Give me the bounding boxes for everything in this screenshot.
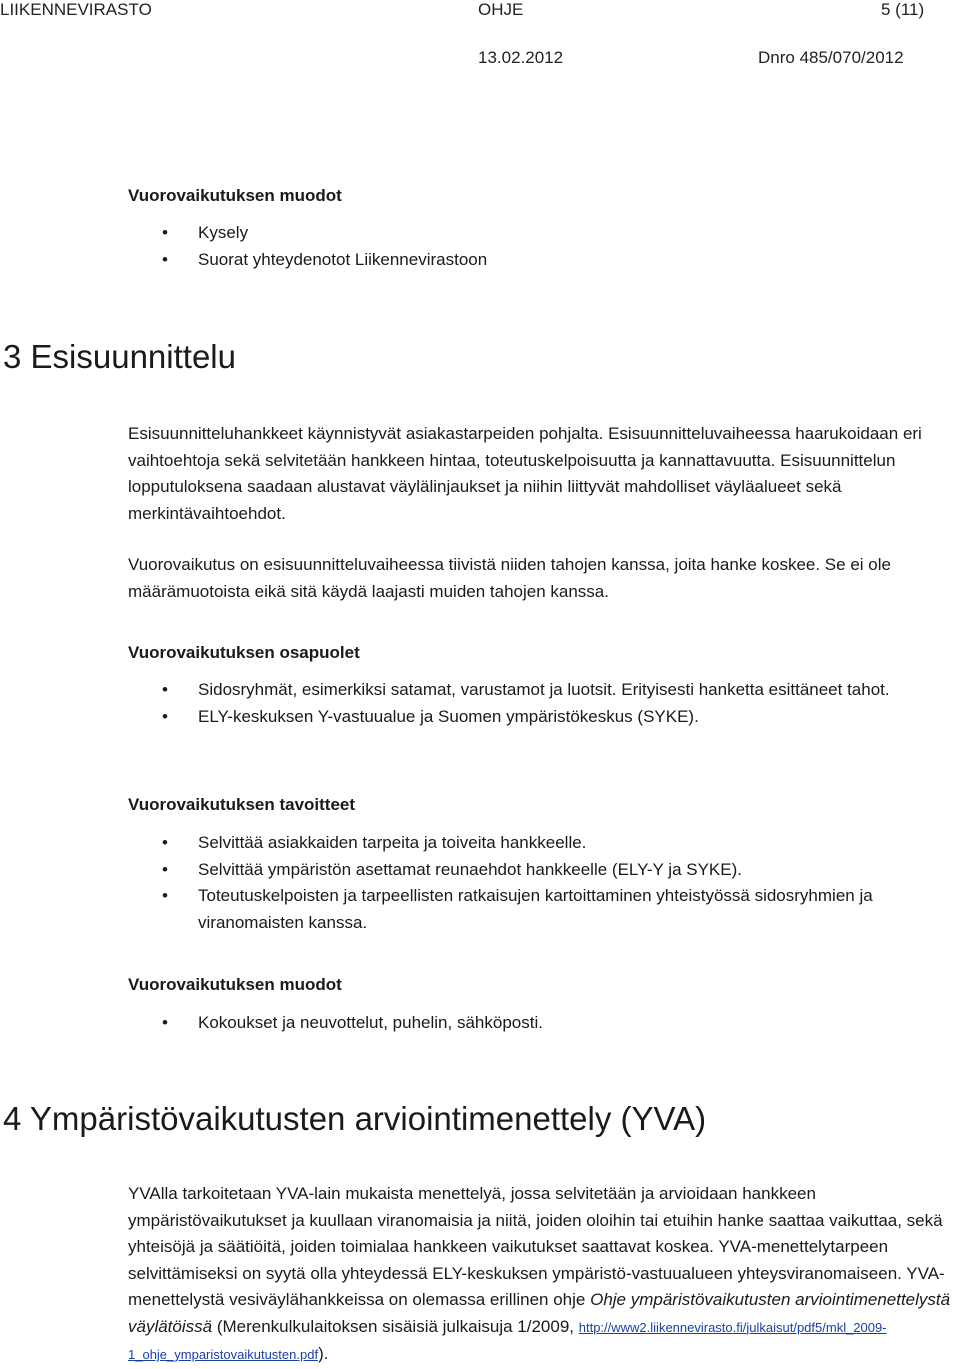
header-ref: Dnro 485/070/2012 — [758, 48, 904, 67]
section3-muodot-list — [128, 1010, 954, 1037]
section3-muodot-heading: Vuorovaikutuksen muodot — [128, 975, 342, 994]
list-item: • Kokoukset ja neuvottelut, puhelin, sähköposti. — [128, 1010, 954, 1037]
list-item: • Selvittää ympäristön asettamat reunaehdot hankkeelle (ELY-Y ja SYKE). — [128, 857, 954, 884]
section3-tavoitteet-list — [128, 830, 954, 936]
page-header — [0, 0, 960, 24]
section4-text-mid: (Merenkulkulaitoksen sisäisiä julkaisuja 1/2009, — [212, 1316, 579, 1336]
page-subheader — [0, 48, 960, 72]
header-doc-type: OHJE — [478, 0, 524, 19]
section3-osapuolet-heading: Vuorovaikutuksen osapuolet — [128, 643, 360, 662]
section4-text-start: YVAlla tarkoitetaan YVA-lain mukaista menettelyä, jossa selvitetään ja arvioidaan hankkeen ympäristövaikutukset ja kuullaan viranomaisia ja niitä, joiden oloihin tai etuihin hanke saattaa vaikuttaa, sekä yhteisöjä ja säätiöitä, joiden toimialaa hankkeen vaikutukset saattavat koskea. YVA-menettelytarpeen selvittämiseksi on syytä olla yhteydessä ELY-keskuksen ympäristö-vastuualueen yhteysviranomaiseen. YVA-menettelystä vesiväylähankkeissa on olemassa erillinen ohje — [128, 1184, 945, 1309]
section4-guide-title: Ohje ympäristövaikutusten arviointimenettelystä väylätöissä — [128, 1290, 951, 1336]
list-item: • Suorat yhteydenotot Liikennevirastoon — [128, 247, 954, 274]
section4-title: 4 Ympäristövaikutusten arviointimenettely (YVA) — [3, 1100, 707, 1137]
section2-muodot-list — [128, 220, 954, 273]
list-item: • Toteutuskelpoisten ja tarpeellisten ratkaisujen kartoittaminen yhteistyössä sidosryhmien ja viranomaisten kanssa. — [128, 883, 954, 936]
list-item: • Kysely — [128, 220, 954, 247]
yva-guide-link[interactable]: http://www2.liikennevirasto.fi/julkaisut/pdf5/mkl_2009-1_ohje_ymparistovaikutusten.pdf — [128, 1319, 887, 1362]
section3-title: 3 Esisuunnittelu — [3, 338, 236, 375]
header-org: LIIKENNEVIRASTO — [0, 0, 152, 19]
section2-muodot-heading: Vuorovaikutuksen muodot — [128, 186, 342, 205]
section3-tavoitteet-heading: Vuorovaikutuksen tavoitteet — [128, 795, 356, 814]
header-date: 13.02.2012 — [478, 48, 564, 67]
section3-paragraph-1: Esisuunnitteluhankkeet käynnistyvät asiakastarpeiden pohjalta. Esisuunnitteluvaiheessa haarukoidaan eri vaihtoehtoja sekä selvitetään hankkeen hintaa, toteutuskelpoisuutta ja kannattavuutta. Esisuunnittelun lopputuloksena saadaan alustavat väylälinjaukset ja niihin liittyvät mahdolliset väyläalueet sekä merkintävaihtoehdot. — [128, 424, 922, 523]
list-item: • Sidosryhmät, esimerkiksi satamat, varustamot ja luotsit. Erityisesti hanketta esittäneet tahot. — [128, 677, 954, 704]
section4-text-end: ). — [318, 1344, 329, 1363]
list-item: • ELY-keskuksen Y-vastuualue ja Suomen ympäristökeskus (SYKE). — [128, 704, 954, 731]
header-page-number: 5 (11) — [881, 0, 925, 19]
section3-paragraph-2: Vuorovaikutus on esisuunnitteluvaiheessa tiivistä niiden tahojen kanssa, joita hanke koskee. Se ei ole määrämuotoista eikä sitä käydä laajasti muiden tahojen kanssa. — [128, 555, 891, 601]
list-item: • Selvittää asiakkaiden tarpeita ja toiveita hankkeelle. — [128, 830, 954, 857]
section3-osapuolet-list — [128, 677, 954, 730]
section4-paragraph — [128, 1181, 954, 1369]
